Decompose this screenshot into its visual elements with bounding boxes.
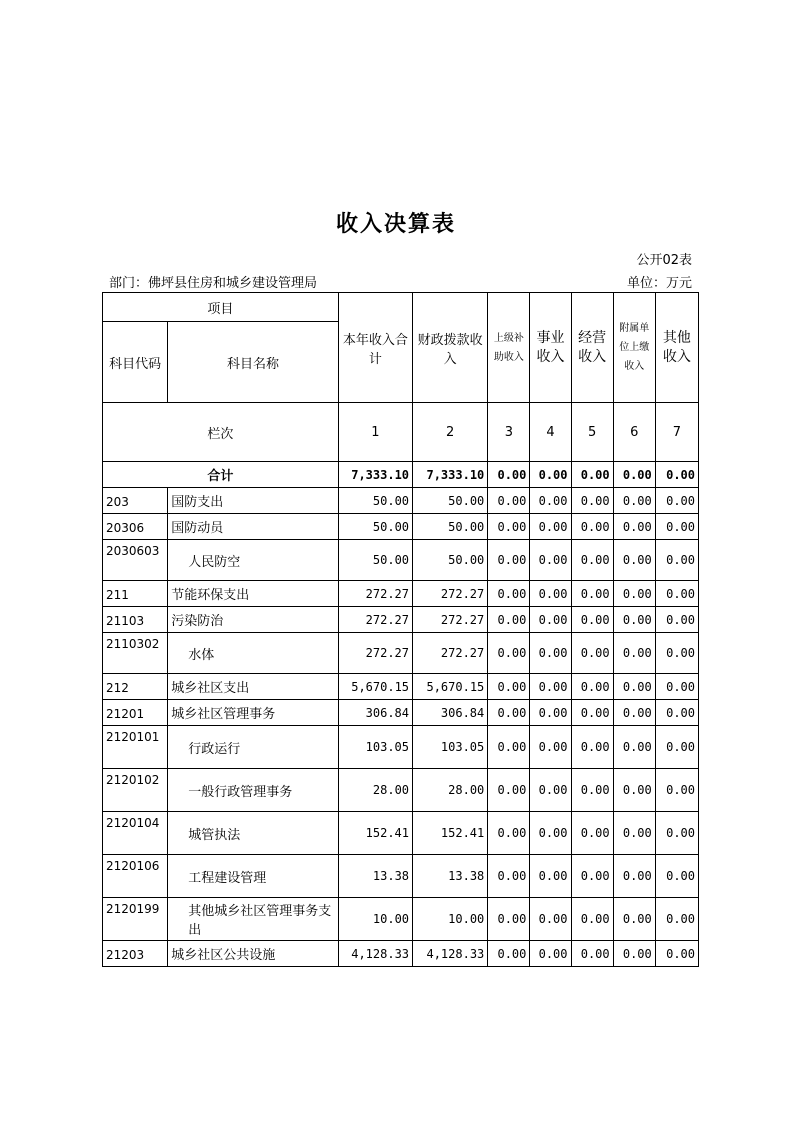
amount-cell: 0.00 (488, 898, 530, 941)
subject-name: 城管执法 (168, 812, 339, 855)
subject-code: 2120199 (103, 898, 168, 941)
total-value: 0.00 (613, 462, 655, 488)
amount-cell: 0.00 (530, 581, 571, 607)
amount-cell: 0.00 (655, 514, 698, 540)
amount-cell: 272.27 (413, 607, 488, 633)
subject-code: 21103 (103, 607, 168, 633)
total-value: 7,333.10 (413, 462, 488, 488)
amount-cell: 0.00 (530, 540, 571, 581)
col-number: 4 (530, 403, 571, 462)
table-code: 公开02表 (636, 253, 692, 268)
subject-code: 2120102 (103, 769, 168, 812)
table-row (103, 488, 699, 514)
amount-cell: 0.00 (655, 700, 698, 726)
header-col7: 其他收入 (655, 293, 698, 403)
amount-cell: 0.00 (571, 633, 613, 674)
amount-cell: 0.00 (613, 514, 655, 540)
header-col5: 经营收入 (571, 293, 613, 403)
total-value: 0.00 (530, 462, 571, 488)
subject-name: 城乡社区支出 (168, 674, 339, 700)
amount-cell: 5,670.15 (413, 674, 488, 700)
amount-cell: 0.00 (488, 674, 530, 700)
amount-cell: 0.00 (613, 898, 655, 941)
amount-cell: 0.00 (571, 581, 613, 607)
subject-name: 水体 (168, 633, 339, 674)
subject-code: 21203 (103, 941, 168, 967)
header-subject-name: 科目名称 (168, 322, 339, 403)
col-number: 3 (488, 403, 530, 462)
page-title: 收入决算表 (335, 212, 456, 237)
header-lanci: 栏次 (103, 403, 339, 462)
income-table (102, 292, 699, 967)
amount-cell: 0.00 (613, 633, 655, 674)
amount-cell: 0.00 (530, 769, 571, 812)
amount-cell: 272.27 (413, 581, 488, 607)
amount-cell: 0.00 (613, 581, 655, 607)
amount-cell: 0.00 (571, 726, 613, 769)
header-col2: 财政拨款收入 (413, 293, 488, 403)
total-value: 0.00 (655, 462, 698, 488)
amount-cell: 0.00 (655, 674, 698, 700)
amount-cell: 10.00 (413, 898, 488, 941)
amount-cell: 28.00 (338, 769, 412, 812)
col-number: 7 (655, 403, 698, 462)
amount-cell: 0.00 (613, 941, 655, 967)
subject-name: 城乡社区公共设施 (168, 941, 339, 967)
unit-label: 单位：万元 (626, 276, 692, 291)
subject-name: 工程建设管理 (168, 855, 339, 898)
table-row (103, 812, 699, 855)
col-number: 6 (613, 403, 655, 462)
amount-cell: 0.00 (530, 607, 571, 633)
amount-cell: 50.00 (413, 514, 488, 540)
amount-cell: 0.00 (655, 726, 698, 769)
total-label: 合计 (103, 462, 339, 488)
department-label: 部门：佛坪县住房和城乡建设管理局 (109, 276, 318, 291)
subject-code: 2120101 (103, 726, 168, 769)
amount-cell: 0.00 (655, 488, 698, 514)
table-row (103, 674, 699, 700)
amount-cell: 0.00 (613, 674, 655, 700)
amount-cell: 0.00 (571, 769, 613, 812)
table-row (103, 769, 699, 812)
amount-cell: 0.00 (530, 514, 571, 540)
subject-code: 211 (103, 581, 168, 607)
amount-cell: 0.00 (488, 633, 530, 674)
amount-cell: 0.00 (613, 488, 655, 514)
amount-cell: 0.00 (488, 514, 530, 540)
amount-cell: 0.00 (655, 855, 698, 898)
subject-code: 21201 (103, 700, 168, 726)
amount-cell: 0.00 (530, 898, 571, 941)
amount-cell: 0.00 (530, 633, 571, 674)
amount-cell: 50.00 (338, 540, 412, 581)
subject-code: 20306 (103, 514, 168, 540)
header-col4: 事业收入 (530, 293, 571, 403)
amount-cell: 50.00 (413, 540, 488, 581)
amount-cell: 0.00 (655, 633, 698, 674)
amount-cell: 0.00 (530, 674, 571, 700)
amount-cell: 0.00 (488, 769, 530, 812)
amount-cell: 272.27 (338, 581, 412, 607)
table-row (103, 941, 699, 967)
amount-cell: 103.05 (338, 726, 412, 769)
amount-cell: 0.00 (655, 581, 698, 607)
amount-cell: 272.27 (338, 633, 412, 674)
amount-cell: 0.00 (613, 700, 655, 726)
col-number: 1 (338, 403, 412, 462)
table-row (103, 514, 699, 540)
amount-cell: 0.00 (613, 812, 655, 855)
header-subject-code: 科目代码 (103, 322, 168, 403)
subject-name: 城乡社区管理事务 (168, 700, 339, 726)
subject-name: 一般行政管理事务 (168, 769, 339, 812)
amount-cell: 0.00 (613, 607, 655, 633)
amount-cell: 0.00 (530, 941, 571, 967)
header-col1: 本年收入合计 (338, 293, 412, 403)
table-row (103, 898, 699, 941)
header-col6: 附属单位上缴收入 (613, 293, 655, 403)
amount-cell: 0.00 (488, 540, 530, 581)
subject-code: 2110302 (103, 633, 168, 674)
amount-cell: 13.38 (413, 855, 488, 898)
amount-cell: 152.41 (338, 812, 412, 855)
table-row (103, 855, 699, 898)
amount-cell: 0.00 (613, 540, 655, 581)
amount-cell: 0.00 (488, 581, 530, 607)
amount-cell: 4,128.33 (413, 941, 488, 967)
amount-cell: 0.00 (530, 855, 571, 898)
subject-name: 污染防治 (168, 607, 339, 633)
amount-cell: 0.00 (488, 700, 530, 726)
subject-name: 其他城乡社区管理事务支出 (168, 898, 339, 941)
amount-cell: 0.00 (530, 488, 571, 514)
amount-cell: 13.38 (338, 855, 412, 898)
amount-cell: 0.00 (655, 898, 698, 941)
amount-cell: 0.00 (488, 607, 530, 633)
amount-cell: 0.00 (488, 488, 530, 514)
subject-name: 国防动员 (168, 514, 339, 540)
amount-cell: 50.00 (338, 488, 412, 514)
amount-cell: 0.00 (488, 941, 530, 967)
col-number: 2 (413, 403, 488, 462)
amount-cell: 0.00 (488, 726, 530, 769)
amount-cell: 50.00 (413, 488, 488, 514)
total-value: 0.00 (571, 462, 613, 488)
amount-cell: 306.84 (413, 700, 488, 726)
table-row (103, 581, 699, 607)
header-project: 项目 (103, 293, 339, 322)
amount-cell: 0.00 (571, 674, 613, 700)
subject-name: 人民防空 (168, 540, 339, 581)
subject-code: 203 (103, 488, 168, 514)
subject-name: 行政运行 (168, 726, 339, 769)
total-value: 7,333.10 (338, 462, 412, 488)
total-value: 0.00 (488, 462, 530, 488)
amount-cell: 0.00 (530, 726, 571, 769)
amount-cell: 50.00 (338, 514, 412, 540)
amount-cell: 0.00 (655, 540, 698, 581)
amount-cell: 4,128.33 (338, 941, 412, 967)
amount-cell: 0.00 (571, 898, 613, 941)
amount-cell: 0.00 (655, 812, 698, 855)
amount-cell: 0.00 (655, 769, 698, 812)
amount-cell: 0.00 (571, 812, 613, 855)
amount-cell: 0.00 (613, 726, 655, 769)
amount-cell: 0.00 (571, 540, 613, 581)
amount-cell: 0.00 (613, 769, 655, 812)
subject-code: 2120106 (103, 855, 168, 898)
amount-cell: 152.41 (413, 812, 488, 855)
table-row (103, 607, 699, 633)
subject-code: 212 (103, 674, 168, 700)
amount-cell: 5,670.15 (338, 674, 412, 700)
subject-name: 国防支出 (168, 488, 339, 514)
amount-cell: 103.05 (413, 726, 488, 769)
amount-cell: 0.00 (655, 607, 698, 633)
amount-cell: 0.00 (571, 607, 613, 633)
amount-cell: 28.00 (413, 769, 488, 812)
amount-cell: 272.27 (413, 633, 488, 674)
subject-name: 节能环保支出 (168, 581, 339, 607)
amount-cell: 0.00 (530, 700, 571, 726)
col-number: 5 (571, 403, 613, 462)
amount-cell: 306.84 (338, 700, 412, 726)
amount-cell: 0.00 (571, 700, 613, 726)
amount-cell: 0.00 (488, 855, 530, 898)
amount-cell: 0.00 (613, 855, 655, 898)
amount-cell: 10.00 (338, 898, 412, 941)
table-row (103, 726, 699, 769)
header-col3: 上级补助收入 (488, 293, 530, 403)
subject-code: 2030603 (103, 540, 168, 581)
amount-cell: 272.27 (338, 607, 412, 633)
amount-cell: 0.00 (488, 812, 530, 855)
subject-code: 2120104 (103, 812, 168, 855)
amount-cell: 0.00 (571, 488, 613, 514)
table-row (103, 700, 699, 726)
amount-cell: 0.00 (655, 941, 698, 967)
amount-cell: 0.00 (571, 941, 613, 967)
amount-cell: 0.00 (571, 514, 613, 540)
table-row (103, 633, 699, 674)
amount-cell: 0.00 (530, 812, 571, 855)
amount-cell: 0.00 (571, 855, 613, 898)
table-row (103, 540, 699, 581)
